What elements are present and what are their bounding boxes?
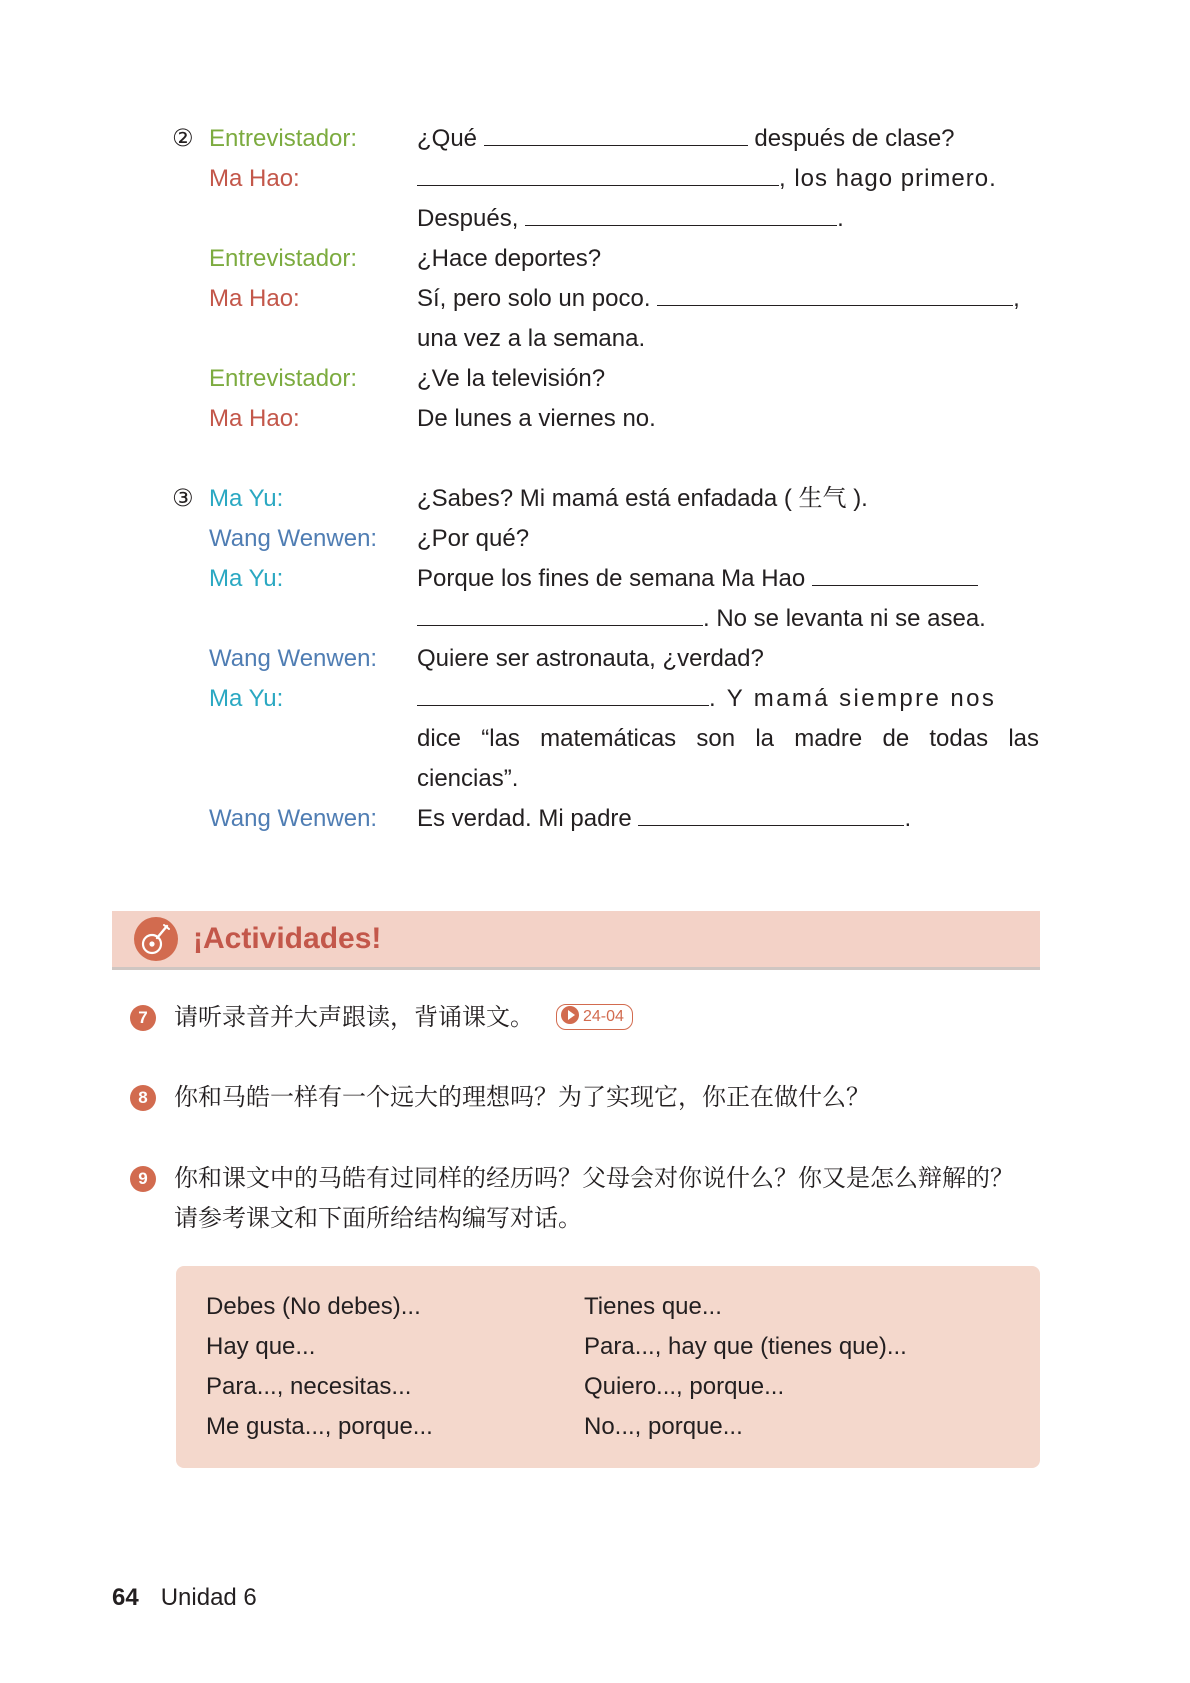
speaker-label: Entrevistador: — [209, 365, 358, 392]
phrase-item: Para..., hay que (tienes que)... — [584, 1333, 907, 1360]
speaker-label: Wang Wenwen: — [209, 805, 378, 832]
answer-blank[interactable] — [417, 679, 709, 706]
answer-blank[interactable] — [417, 599, 703, 626]
dialog-text: ¿Ve la televisión? — [417, 365, 606, 392]
phrase-item: Hay que... — [206, 1333, 316, 1360]
activity-item-7 — [0, 998, 1190, 1038]
unit-label: Unidad 6 — [160, 1584, 257, 1611]
dialog-text: ciencias”. — [417, 765, 519, 792]
page-footer — [112, 1578, 257, 1618]
activity-text: 请听录音并大声跟读，背诵课文。 — [174, 1004, 534, 1031]
dialog-text: ¿Por qué? — [417, 525, 530, 552]
dialog-text: después de clase? — [754, 125, 955, 152]
dialog-text: ¿Sabes? Mi mamá está enfadada ( 生气 ). — [417, 485, 868, 512]
activity-item-9 — [0, 1159, 1190, 1239]
activity-item-8 — [0, 1078, 1190, 1118]
audio-track-label: 24-04 — [583, 1007, 624, 1025]
speaker-label: Wang Wenwen: — [209, 645, 378, 672]
speaker-label: Wang Wenwen: — [209, 525, 378, 552]
speaker-label: Ma Yu: — [209, 565, 284, 592]
audio-track-button[interactable] — [556, 1004, 633, 1030]
dialog-text: , — [1013, 285, 1020, 312]
dialog-text: Quiere ser astronauta, ¿verdad? — [417, 645, 764, 672]
dialog-number: ② — [172, 125, 194, 152]
phrase-item: Debes (No debes)... — [206, 1293, 421, 1320]
dialog-text: ¿Qué — [417, 125, 478, 152]
page-number: 64 — [112, 1584, 139, 1611]
dialog-text: , los hago primero. — [779, 165, 997, 192]
answer-blank[interactable] — [525, 199, 837, 226]
activity-number: 7 — [130, 1005, 156, 1031]
phrase-item: Para..., necesitas... — [206, 1373, 412, 1400]
activity-number: 8 — [130, 1085, 156, 1111]
play-icon — [561, 1006, 579, 1024]
guitar-icon — [134, 917, 178, 961]
dialog-text: Sí, pero solo un poco. — [417, 285, 651, 312]
answer-blank[interactable] — [657, 279, 1013, 306]
dialog-text: dice “las matemáticas son la madre de todas las — [417, 725, 1039, 752]
answer-blank[interactable] — [417, 159, 779, 186]
dialog-text: . — [904, 805, 912, 832]
dialog-number: ③ — [172, 485, 194, 512]
dialog-text: . No se levanta ni se asea. — [703, 605, 986, 632]
speaker-label: Ma Yu: — [209, 685, 284, 712]
dialog-text: Después, — [417, 205, 519, 232]
speaker-label: Ma Hao: — [209, 405, 300, 432]
dialog-text: Es verdad. Mi padre — [417, 805, 632, 832]
phrase-item: Me gusta..., porque... — [206, 1413, 433, 1440]
dialog-text: Porque los fines de semana Ma Hao — [417, 565, 806, 592]
answer-blank[interactable] — [484, 119, 748, 146]
activity-text: 请参考课文和下面所给结构编写对话。 — [174, 1205, 582, 1232]
speaker-label: Entrevistador: — [209, 245, 358, 272]
answer-blank[interactable] — [638, 799, 904, 826]
dialog-text: . Y mamá siempre nos — [709, 685, 997, 712]
activity-number: 9 — [130, 1166, 156, 1192]
dialog-text: De lunes a viernes no. — [417, 405, 656, 432]
phrase-item: No..., porque... — [584, 1413, 743, 1440]
activities-title: ¡Actividades! — [193, 922, 382, 955]
answer-blank[interactable] — [812, 559, 978, 586]
activity-text: 你和马皓一样有一个远大的理想吗？为了实现它，你正在做什么？ — [174, 1084, 870, 1111]
dialog-text: ¿Hace deportes? — [417, 245, 602, 272]
activity-text: 你和课文中的马皓有过同样的经历吗？父母会对你说什么？你又是怎么辩解的？ — [174, 1165, 1014, 1192]
speaker-label: Ma Yu: — [209, 485, 284, 512]
speaker-label: Ma Hao: — [209, 165, 300, 192]
speaker-label: Ma Hao: — [209, 285, 300, 312]
phrase-item: Quiero..., porque... — [584, 1373, 785, 1400]
dialog-text: . — [837, 205, 844, 232]
dialog-text: una vez a la semana. — [417, 325, 646, 352]
speaker-label: Entrevistador: — [209, 125, 358, 152]
phrase-item: Tienes que... — [584, 1293, 722, 1320]
